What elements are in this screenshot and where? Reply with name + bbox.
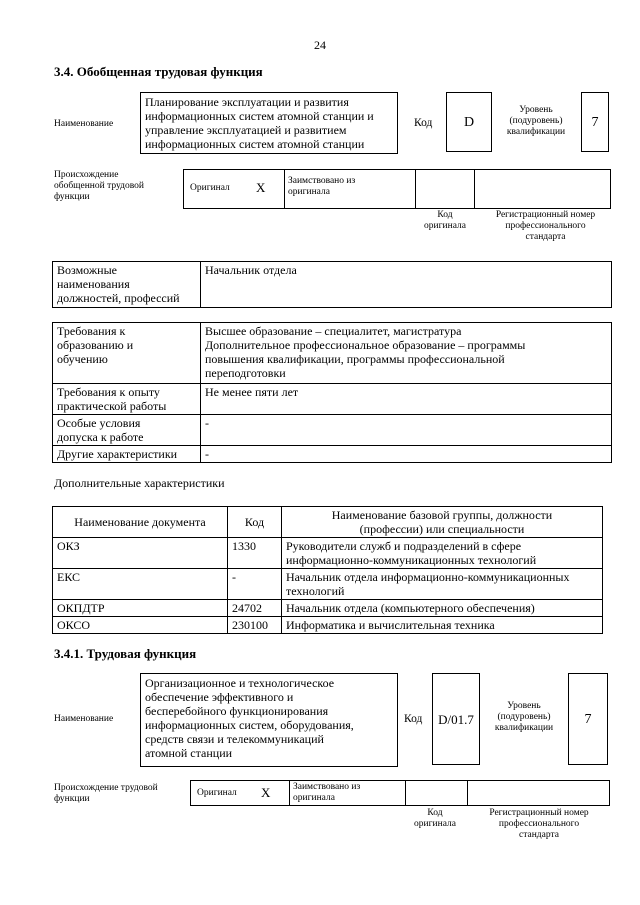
requirements-table	[52, 322, 612, 463]
table-cell: ЕКС	[53, 569, 228, 600]
table-cell: Информатика и вычислительная техника	[282, 617, 603, 634]
code-value-box: D/01.7	[432, 673, 480, 765]
divider	[289, 781, 290, 805]
requirement-value: -	[201, 415, 612, 446]
function-name-box: Планирование эксплуатации и развития информационных систем атомной станции и управление эксплуатацией и развитием информационных систем атомной станции	[140, 92, 398, 154]
positions-value: Начальник отдела	[201, 262, 612, 308]
function-name-box: Организационное и технологическое обеспечение эффективного и бесперебойного функционирования информационных систем, оборудования, средств связи и телекоммуникаций атомной станции	[140, 673, 398, 767]
divider	[405, 781, 406, 805]
code-label: Код	[414, 117, 433, 129]
requirement-label: Другие характеристики	[53, 446, 201, 463]
section-title: 3.4. Обобщенная трудовая функция	[54, 64, 263, 79]
requirement-label: Требования к образованию и обучению	[53, 323, 201, 384]
table-cell: ОКСО	[53, 617, 228, 634]
level-value-box: 7	[568, 673, 608, 765]
header-cell: Наименование базовой группы, должности (профессии) или специальности	[282, 507, 603, 538]
table-cell: Руководители служб и подразделений в сфере информационно-коммуникационных технологий	[282, 538, 603, 569]
requirement-value: Высшее образование – специалитет, магистратура Дополнительное профессиональное образование – программы повышения квалификации, программы профессиональной переподготовки	[201, 323, 612, 384]
reg-number-caption: Регистрационный номер профессионального стандарта	[495, 210, 596, 242]
origin-label: Происхождение трудовой функции	[54, 783, 158, 804]
borrowed-label: Заимствовано из оригинала	[293, 782, 361, 803]
original-label: Оригинал	[197, 788, 237, 798]
name-label: Наименование	[54, 119, 114, 129]
level-label: Уровень (подуровень) квалификации	[494, 701, 554, 733]
table-cell: -	[228, 569, 282, 600]
requirement-value: -	[201, 446, 612, 463]
divider	[284, 170, 285, 208]
positions-table	[52, 261, 612, 308]
requirement-label: Особые условия допуска к работе	[53, 415, 201, 446]
table-cell: Начальник отдела информационно-коммуникационных технологий	[282, 569, 603, 600]
header-cell: Наименование документа	[53, 507, 228, 538]
level-value-box: 7	[581, 92, 609, 152]
code-original-caption: Код оригинала	[414, 808, 456, 829]
requirement-label: Требования к опыту практической работы	[53, 384, 201, 415]
reg-number-caption: Регистрационный номер профессионального стандарта	[489, 808, 589, 840]
table-cell: 24702	[228, 600, 282, 617]
additional-table	[52, 506, 603, 634]
original-label: Оригинал	[190, 183, 230, 193]
table-cell: ОКПДТР	[53, 600, 228, 617]
positions-label: Возможные наименования должностей, профессий	[53, 262, 201, 308]
table-cell: Начальник отдела (компьютерного обеспечения)	[282, 600, 603, 617]
code-value-box: D	[446, 92, 492, 152]
page-number: 24	[314, 38, 326, 52]
origin-table	[183, 169, 611, 209]
level-label: Уровень (подуровень) квалификации	[506, 105, 566, 137]
origin-label: Происхождение обобщенной трудовой функции	[54, 170, 144, 202]
origin-table	[190, 780, 610, 806]
requirement-value: Не менее пяти лет	[201, 384, 612, 415]
original-mark: X	[261, 785, 271, 800]
divider	[467, 781, 468, 805]
borrowed-label: Заимствовано из оригинала	[288, 176, 356, 197]
section-title: 3.4.1. Трудовая функция	[54, 646, 197, 661]
table-cell: ОКЗ	[53, 538, 228, 569]
code-original-caption: Код оригинала	[424, 210, 466, 231]
code-label: Код	[404, 713, 423, 725]
additional-title: Дополнительные характеристики	[54, 476, 225, 490]
table-cell: 230100	[228, 617, 282, 634]
divider	[474, 170, 475, 208]
table-cell: 1330	[228, 538, 282, 569]
divider	[415, 170, 416, 208]
original-mark: X	[256, 180, 266, 195]
name-label: Наименование	[54, 714, 114, 724]
header-cell: Код	[228, 507, 282, 538]
